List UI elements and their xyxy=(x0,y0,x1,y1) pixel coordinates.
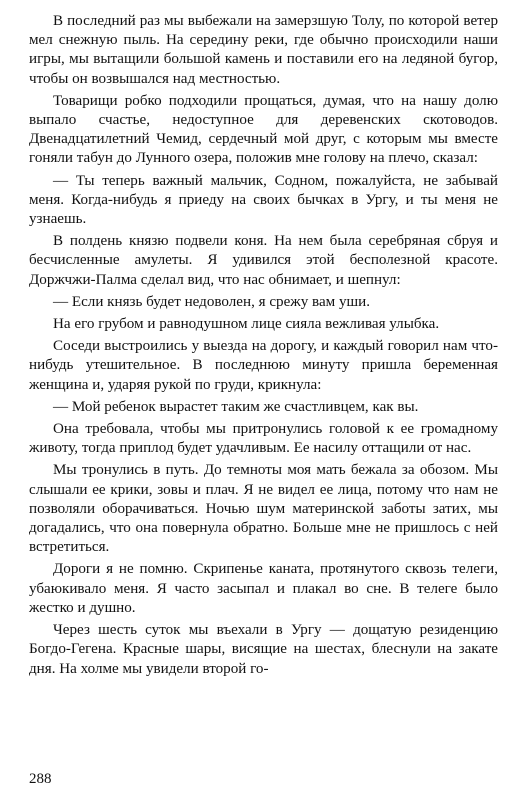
paragraph: — Мой ребенок вырастет таким же счастливцем, как вы. xyxy=(53,398,419,415)
paragraph: Товарищи робко подходили прощаться, думая, что на нашу долю выпало счастье, недоступное для деревенских скотоводов. Двенадцатилетний Чемид, сердечный мой друг, с которым мы вместе гоняли табун до Лунного озера, положив мне голову на плечо, сказал: xyxy=(29,92,498,167)
paragraph: В полдень князю подвели коня. На нем была серебряная сбруя и бесчисленные амулеты. Я удивился этой бесполезной красоте. Доржчжи-Палма сделал вид, что нас обнимает, и шепнул: xyxy=(29,233,498,288)
paragraph: Мы тронулись в путь. До темноты моя мать бежала за обозом. Мы слышали ее крики, зовы и плач. Я не видел ее лица, потому что нам не позволяли оборачиваться. Ночью шум материнской заботы затих, мы догадались, что она повернула обратно. Больше мне не пришлось с ней встретиться. xyxy=(29,462,498,556)
paragraph: В последний раз мы выбежали на замерзшую Толу, по которой ветер мел снежную пыль. На середину реки, где обычно происходили наши игры, мы вытащили большой камень и поставили его на ледяной бугор, чтобы он возвышался над местностью. xyxy=(29,13,498,87)
paragraph: Дороги я не помню. Скрипенье каната, протянутого сквозь телеги, убаюкивало меня. Я часто засыпал и плакал во сне. В телеге было жестко и душно. xyxy=(29,561,498,616)
body-text xyxy=(29,12,498,682)
paragraph: Она требовала, чтобы мы притронулись головой к ее громадному животу, тогда приплод будет удачливым. Ее насилу оттащили от нас. xyxy=(29,421,498,457)
paragraph: — Если князь будет недоволен, я срежу вам уши. xyxy=(53,293,371,310)
paragraph: На его грубом и равнодушном лице сияла вежливая улыбка. xyxy=(53,316,440,333)
paragraph: — Ты теперь важный мальчик, Содном, пожалуйста, не забывай меня. Когда-нибудь я приеду на своих бычках в Ургу, и ты меня не узнаешь. xyxy=(29,172,498,228)
paragraph: Через шесть суток мы въехали в Ургу — дощатую резиденцию Богдо-Гегена. Красные шары, висящие на шестах, блеснули на закате дня. На холме мы увидели второй го- xyxy=(29,622,498,677)
page-number: 288 xyxy=(29,771,52,787)
paragraph: Соседи выстроились у выезда на дорогу, и каждый говорил нам что-нибудь утешительное. В последнюю минуту пришла беременная женщина и, ударяя рукой по груди, крикнула: xyxy=(29,338,498,393)
